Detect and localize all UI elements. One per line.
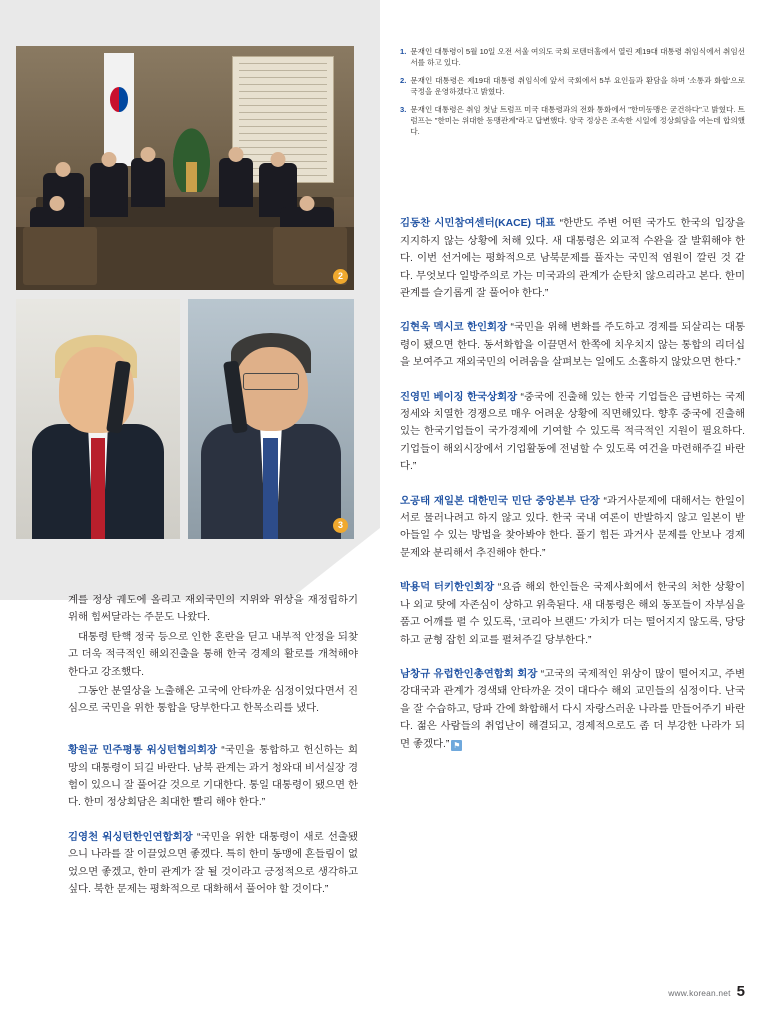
potted-plant [168,119,215,192]
photo-badge: 3 [333,518,348,533]
caption-number: 3. [400,104,407,114]
quote-text: “국민을 위해 변화를 주도하고 경제를 되살리는 대통령이 됐으면 한다. 동서화합을 이끌면서 한쪽에 치우치지 않는 통합의 리더십을 보여주고 재외국민의 어려움을 살펴보는 일에도 소홀하지 않았으면 한다.” [400,322,745,369]
caption-text: 문재인 대통령이 5월 10일 오전 서울 여의도 국회 로텐더홀에서 열린 제19대 대통령 취임식에서 취임선서를 하고 있다. [410,47,745,68]
left-column-body [68,592,358,915]
quote-text: “과거사문제에 대해서는 한일이 서로 물러나려고 하지 않고 있다. 한국 국내 여론이 반발하지 않고 일본이 받아들일 수 있는 방법을 찾아봐야 한다. 풀기 힘든 과거사 문제를 안보나 경제 문제와 분리해서 추진해야 한다.” [400,495,745,559]
body-paragraph: 계를 정상 궤도에 올리고 재외국민의 지위와 위상을 재정립하기 위해 힘써달라는 주문도 나왔다. [68,595,358,624]
seated-person [90,163,127,217]
quote-speaker: 김동찬 시민참여센터(KACE) 대표 [400,218,556,230]
caption-number: 1. [400,47,407,56]
quote-text: “고국의 국제적인 위상이 많이 떨어지고, 주변 강대국과 관계가 경색돼 안타까운 것이 대다수 해외 교민들의 심정이다. 난국을 잘 수습하고, 당파 간에 화합해서 다시 자랑스러운 나라를 만들어주기 바란다. 젊은 사람들의 취업난이 해결되고, 경제적으로도 좀 더 부강한 나라가 되면 좋겠다.” [400,668,745,750]
korean-flag [104,53,134,165]
body-paragraph: 그동안 분열상을 노출해온 고국에 안타까운 심정이었다면서 진심으로 국민을 위한 통합을 당부한다고 한목소리를 냈다. [68,686,358,715]
quote-speaker: 오공태 재일본 대한민국 민단 중앙본부 단장 [400,495,600,507]
quote-speaker: 황원균 민주평통 워싱턴협의회장 [68,745,218,757]
caption-number: 2. [400,75,407,85]
seated-person [219,158,253,207]
photo3-necktie [263,438,278,539]
article-end-mark: ⚑ [453,740,461,750]
quote-speaker: 김영천 워싱턴한인연합회장 [68,831,193,843]
photo-moon-phone [188,299,354,539]
quote-block [400,666,745,753]
quote-block [68,742,358,812]
quote-block [68,829,358,899]
quote-speaker: 김현욱 멕시코 한인회장 [400,322,508,334]
quote-text: “국민을 위한 대통령이 새로 선출됐으니 나라를 잘 이끌었으면 좋겠다. 특히 한미 동맹에 흔들림이 없었으면 좋겠고, 한미 관계가 잘 될 것이라고 긍정적으로 생각하고 싶다. 북한 문제는 평화적으로 대화해서 풀어야 할 것이다.” [68,831,358,896]
eyeglasses-icon [243,373,299,390]
seated-person [131,158,165,207]
website-url: www.korean.net [668,988,731,998]
caption-item [400,75,745,98]
right-column-quotes [400,205,745,770]
body-paragraph: 대통령 탄핵 정국 등으로 인한 혼란을 딛고 내부적 안정을 되찾고 더욱 적극적인 해외진출을 통해 한국 경제의 활로를 개척해야 한다고 강조했다. [68,631,358,678]
quote-text: “요즘 해외 한인들은 국제사회에서 한국의 처한 상황이나 외교 탓에 자존심이 상하고 위축된다. 새 대통령은 해외 동포들이 자부심을 품고 어깨를 펼 수 있도록, ‘코리아 브랜드’ 가치가 더는 떨어지지 않도록, 당당하고 균형 잡힌 외교를 펼쳐주길 당부한다.” [400,582,745,646]
page-number: 5 [736,983,745,1000]
quote-block [400,215,745,302]
quote-speaker: 박용덕 터키한인회장 [400,582,495,594]
armchair [23,227,97,286]
quote-speaker: 진영민 베이징 한국상회장 [400,391,518,403]
photo-caption-list [400,46,745,144]
photo2-necktie [91,438,104,539]
quote-text: “국민을 통합하고 헌신하는 희망의 대통령이 되길 바란다. 남북 관계는 과거 청와대 비서실장 경험이 있으니 잘 풀어갈 것으로 기대한다. 통일 대통령이 됐으면 한다. 한미 정상회담은 최대한 빨리 해야 한다.” [68,745,358,809]
caption-item [400,46,745,69]
quote-speaker: 남창규 유럽한인총연합회 회장 [400,668,538,680]
quote-text: “중국에 진출해 있는 한국 기업들은 급변하는 국제정세와 치열한 경쟁으로 매우 어려운 상황에 직면해있다. 향후 중국에 진출해있는 한국기업들이 국가경제에 기여할 수 있도록 적극적인 지원이 필요하다. 기업들이 해외시장에서 기업활동에 전념할 수 있도록 여건을 마련해주길 바란다.” [400,391,745,473]
caption-text: 문재인 대통령은 제19대 대통령 취임식에 앞서 국회에서 5부 요인들과 환담을 하며 '소통과 화합'으로 국정을 운영하겠다고 밝혔다. [410,75,745,97]
photo-meeting-room [16,46,354,290]
quote-block [400,579,745,649]
photo-badge: 2 [333,269,348,284]
caption-text: 문재인 대통령은 취임 첫날 트럼프 미국 대통령과의 전화 통화에서 "한미동맹은 굳건하다"고 밝혔다. 트럼프는 "한미는 위대한 동맹관계"라고 답변했다. 양국 정상은 조속한 시일에 정상회담을 여는데 합의했다. [410,104,745,137]
paragraph-spacer [68,720,358,732]
quote-block [400,389,745,476]
photo-trump-phone [16,299,180,539]
caption-item [400,104,745,138]
page-footer [668,985,745,999]
quote-block [400,493,745,563]
quote-text: “한반도 주변 어떤 국가도 한국의 입장을 지지하지 않는 상황에 처해 있다. 새 대통령은 외교적 수완을 잘 발휘해야 한다. 이번 선거에는 평화적으로 남북문제를 풀자는 국민적 염원이 깔린 것 같다. 무엇보다 일방주의로 가는 미국과의 관계가 순탄치 않으리라고 본다. 한미 관계를 슬기롭게 잘 풀어야 한다.” [400,218,745,300]
quote-block [400,319,745,371]
